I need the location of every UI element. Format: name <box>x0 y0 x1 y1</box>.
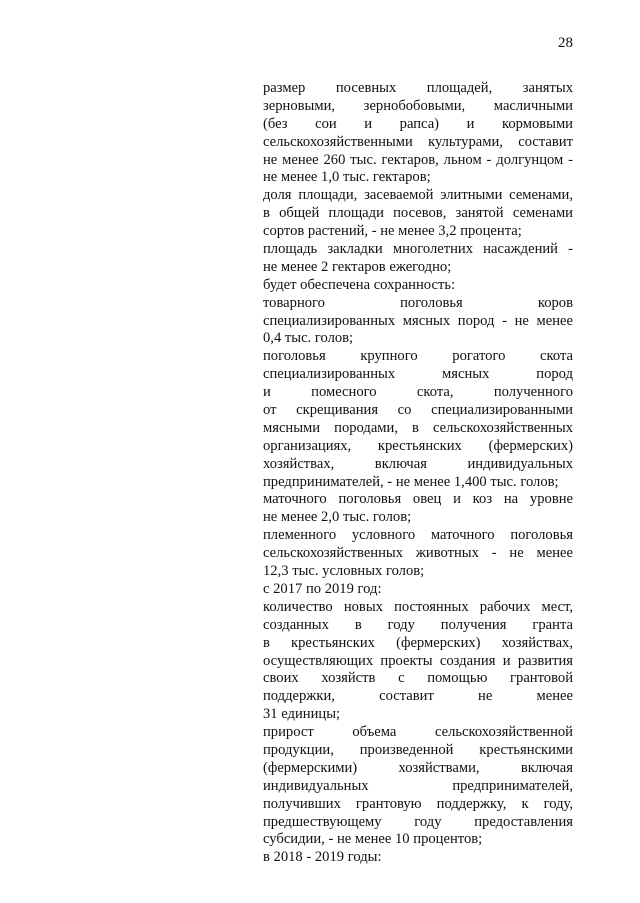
text-line: продукции, произведенной крестьянскими <box>263 741 573 758</box>
text-line: мясными породами, в сельскохозяйственных <box>263 419 573 436</box>
document-text <box>263 80 573 867</box>
text-line: будет обеспечена сохранность: <box>263 276 456 293</box>
text-line: с 2017 по 2019 год: <box>263 580 382 597</box>
text-line: поголовья крупного рогатого скота <box>263 348 573 365</box>
text-line: (без сои и рапса) и кормовыми <box>263 115 573 132</box>
page-number: 28 <box>558 35 573 51</box>
text-line: поддержки, составит не менее <box>263 688 573 705</box>
text-line: прирост объема сельскохозяйственной <box>263 724 573 741</box>
text-line: организациях, крестьянских (фермерских) <box>263 437 573 454</box>
text-line: маточного поголовья овец и коз на уровне <box>263 491 573 508</box>
text-line: не менее 1,0 тыс. гектаров; <box>263 169 431 186</box>
text-line: хозяйствах, включая индивидуальных <box>263 455 573 472</box>
text-line: осуществляющих проекты создания и развития <box>263 652 573 669</box>
text-line: и помесного скота, полученного <box>263 384 573 401</box>
text-line: в крестьянских (фермерских) хозяйствах, <box>263 634 573 651</box>
text-line: в 2018 - 2019 годы: <box>263 849 382 866</box>
text-line: субсидии, - не менее 10 процентов; <box>263 831 483 848</box>
text-line: размер посевных площадей, занятых <box>263 80 573 96</box>
text-line: предпринимателей, - не менее 1,400 тыс. голов; <box>263 473 559 490</box>
text-line: специализированных мясных пород <box>263 366 573 383</box>
text-line: племенного условного маточного поголовья <box>263 527 573 544</box>
text-line: созданных в году получения гранта <box>263 616 573 633</box>
text-line: в общей площади посевов, занятой семенами <box>263 205 573 222</box>
text-line: товарного поголовья коров <box>263 294 573 311</box>
text-line: сельскохозяйственными культурами, составит <box>263 133 573 150</box>
text-line: 0,4 тыс. голов; <box>263 330 354 347</box>
text-line: специализированных мясных пород - не менее <box>263 312 573 329</box>
text-line: не менее 2 гектаров ежегодно; <box>263 258 452 275</box>
text-line: предшествующему году предоставления <box>263 813 573 830</box>
text-line: своих хозяйств с помощью грантовой <box>263 670 573 687</box>
text-line: доля площади, засеваемой элитными семенами, <box>263 187 573 204</box>
text-line: количество новых постоянных рабочих мест, <box>263 598 573 615</box>
text-line: сортов растений, - не менее 3,2 процента; <box>263 223 522 240</box>
text-line: площадь закладки многолетних насаждений - <box>263 241 573 258</box>
text-line: сельскохозяйственных животных - не менее <box>263 545 573 562</box>
text-line: получивших грантовую поддержку, к году, <box>263 795 573 812</box>
text-line: 31 единицы; <box>263 706 341 723</box>
text-line: (фермерскими) хозяйствами, включая <box>263 759 573 776</box>
text-line: зерновыми, зернобобовыми, масличными <box>263 97 573 114</box>
text-line: индивидуальных предпринимателей, <box>263 777 573 794</box>
text-line: 12,3 тыс. условных голов; <box>263 563 425 580</box>
text-line: не менее 260 тыс. гектаров, льном - долгунцом - <box>263 151 573 168</box>
text-line: не менее 2,0 тыс. голов; <box>263 509 412 526</box>
text-line: от скрещивания со специализированными <box>263 402 573 419</box>
